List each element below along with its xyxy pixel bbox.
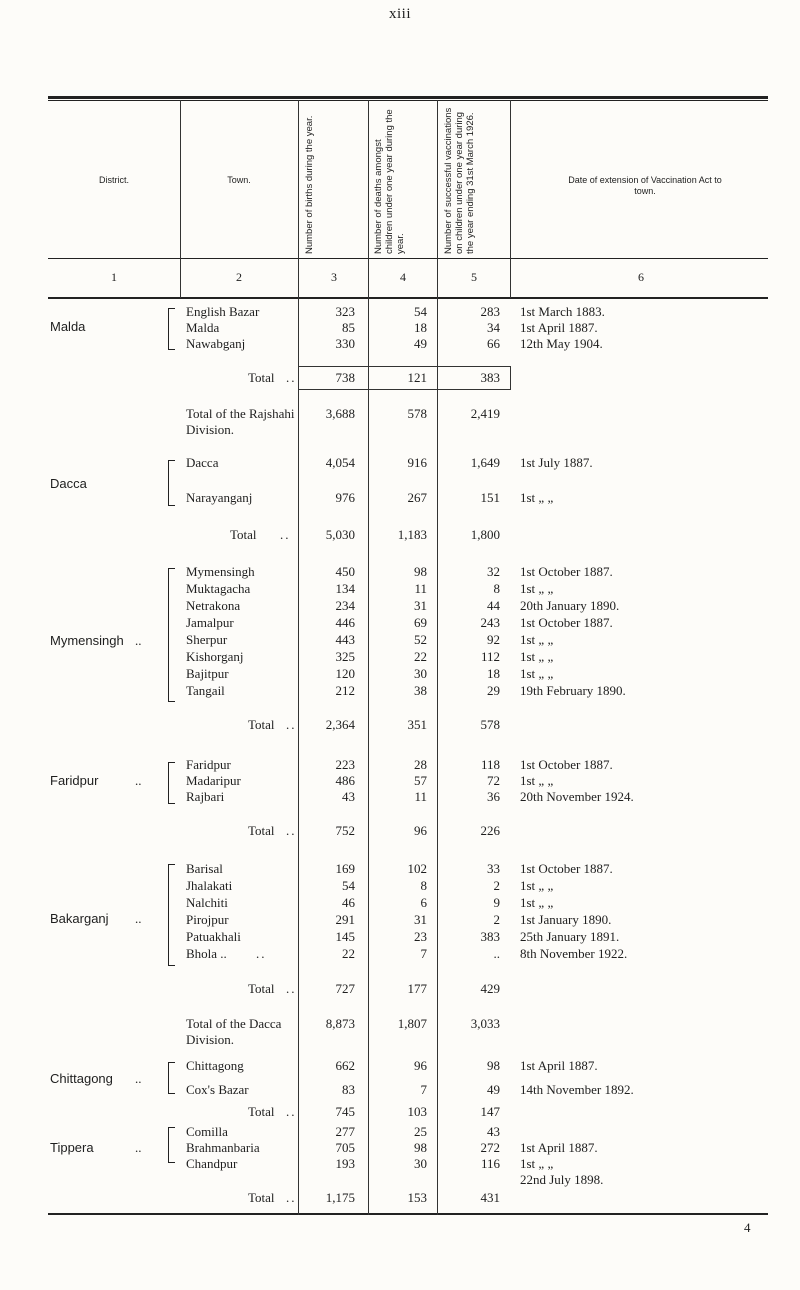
date-value: 1st April 1887. <box>520 320 598 335</box>
col-divider-5 <box>510 100 511 298</box>
vaccinations-value: 116 <box>480 1156 500 1171</box>
table-row <box>0 649 800 665</box>
deaths-value: 98 <box>414 564 427 579</box>
vaccinations-total: 429 <box>480 981 500 996</box>
births-total: 1,175 <box>325 1190 355 1205</box>
births-value: 291 <box>335 912 355 927</box>
district-tippera: Tippera <box>50 1140 94 1155</box>
column-number: 3 <box>331 270 337 284</box>
births-value: 705 <box>335 1140 355 1155</box>
date-value: 1st „ „ <box>520 490 554 505</box>
total-label: Total <box>248 1104 275 1119</box>
town-name: Bhola .. <box>186 946 227 961</box>
births-value: 976 <box>335 490 355 505</box>
deaths-value: 18 <box>414 320 427 335</box>
table-row <box>0 895 800 911</box>
deaths-total: 177 <box>407 981 427 996</box>
deaths-total: 351 <box>407 717 427 732</box>
vaccinations-value: 29 <box>487 683 500 698</box>
header-district: District. <box>99 175 129 185</box>
total-row: Total .. 2,364 351 578 <box>248 717 500 732</box>
deaths-value: 11 <box>414 789 427 804</box>
deaths-total: 1,807 <box>397 1016 427 1031</box>
table-row <box>0 1156 800 1172</box>
births-value: 83 <box>342 1082 355 1097</box>
vaccinations-total: 383 <box>480 370 500 385</box>
town-name: Barisal <box>186 861 223 876</box>
date-value: 20th November 1924. <box>520 789 634 804</box>
date-value: 12th May 1904. <box>520 336 603 351</box>
column-number: 1 <box>111 270 117 284</box>
date-value: 1st October 1887. <box>520 861 613 876</box>
division-total-row <box>0 406 800 440</box>
town-name: Sherpur <box>186 632 228 647</box>
town-name: Nawabganj <box>186 336 246 351</box>
date-value: 1st „ „ <box>520 773 554 788</box>
town-name: Patuakhali <box>186 929 241 944</box>
total-label: Total <box>248 981 275 996</box>
vaccinations-total: 578 <box>480 717 500 732</box>
column-number: 5 <box>471 270 477 284</box>
date-value: 1st October 1887. <box>520 615 613 630</box>
town-name: Narayanganj <box>186 490 253 505</box>
vaccinations-value: 49 <box>487 1082 500 1097</box>
town-name: Tangail <box>186 683 225 698</box>
deaths-value: 8 <box>420 878 427 893</box>
births-total: 8,873 <box>325 1016 355 1031</box>
births-total: 5,030 <box>325 527 355 542</box>
births-total: 738 <box>335 370 355 385</box>
table-row: Bhola .. .. 22 7 .. 8th November 1922. <box>186 946 628 961</box>
top-rule-thin <box>48 100 768 101</box>
total-label: Total <box>248 370 275 385</box>
town-name: English Bazar <box>186 304 260 319</box>
date-value: 8th November 1922. <box>520 946 628 961</box>
vaccinations-value: 243 <box>480 615 500 630</box>
division-total-label: Total of the Dacca Division. <box>186 1016 282 1047</box>
vaccinations-value: 118 <box>480 757 500 772</box>
vaccinations-value: 98 <box>487 1058 500 1073</box>
vaccinations-value: .. <box>493 946 500 961</box>
vaccinations-value: 8 <box>493 581 500 596</box>
district-mymensingh: Mymensingh <box>50 633 124 648</box>
town-name: Jamalpur <box>186 615 234 630</box>
deaths-value: 30 <box>414 666 427 681</box>
header-births: Number of births during the year. <box>304 115 315 254</box>
column-number: 4 <box>400 270 406 284</box>
table-row <box>0 598 800 614</box>
date-value: 1st „ „ <box>520 632 554 647</box>
vaccinations-value: 272 <box>480 1140 500 1155</box>
total-row: Total .. 1,175 153 431 <box>248 1190 500 1205</box>
date-value: 1st „ „ <box>520 1156 554 1171</box>
total-row: Total .. 752 96 226 <box>248 823 500 838</box>
deaths-total: 578 <box>407 406 427 421</box>
births-value: 120 <box>335 666 355 681</box>
deaths-value: 25 <box>414 1124 427 1139</box>
date-value: 20th January 1890. <box>520 598 620 613</box>
date-value: 1st „ „ <box>520 649 554 664</box>
births-value: 662 <box>335 1058 355 1073</box>
deaths-value: 30 <box>414 1156 427 1171</box>
vaccinations-value: 18 <box>487 666 500 681</box>
births-value: 443 <box>335 632 355 647</box>
births-value: 323 <box>335 304 355 319</box>
date-value: 1st „ „ <box>520 895 554 910</box>
births-value: 85 <box>342 320 355 335</box>
births-value: 54 <box>342 878 355 893</box>
births-value: 212 <box>335 683 355 698</box>
vaccinations-value: 151 <box>480 490 500 505</box>
town-name: Kishorganj <box>186 649 244 664</box>
deaths-value: 6 <box>420 895 427 910</box>
table-row <box>0 757 800 773</box>
total-label: Total <box>248 717 275 732</box>
total-label: Total <box>230 527 257 542</box>
deaths-value: 267 <box>407 490 427 505</box>
table-row <box>0 336 800 352</box>
top-rule <box>48 96 768 99</box>
district-chittagong: Chittagong <box>50 1071 113 1086</box>
col-divider-1 <box>180 100 181 298</box>
table-row <box>0 789 800 805</box>
table-row <box>0 490 800 506</box>
vaccinations-value: 33 <box>487 861 500 876</box>
vaccinations-value: 43 <box>487 1124 500 1139</box>
deaths-value: 28 <box>414 757 427 772</box>
vaccinations-value: 9 <box>493 895 500 910</box>
town-name: Chandpur <box>186 1156 238 1171</box>
date-value: 1st October 1887. <box>520 757 613 772</box>
town-name: Pirojpur <box>186 912 229 927</box>
deaths-value: 916 <box>407 455 427 470</box>
column-number: 6 <box>638 270 644 284</box>
deaths-total: 121 <box>407 370 427 385</box>
births-value: 134 <box>335 581 355 596</box>
deaths-value: 96 <box>414 1058 427 1073</box>
deaths-value: 31 <box>414 912 427 927</box>
births-total: 752 <box>335 823 355 838</box>
deaths-value: 69 <box>414 615 427 630</box>
town-name: Faridpur <box>186 757 231 772</box>
date-value: 1st July 1887. <box>520 455 593 470</box>
table-row <box>0 581 800 597</box>
births-value: 4,054 <box>325 455 355 470</box>
vaccinations-value: 72 <box>487 773 500 788</box>
births-value: 169 <box>335 861 355 876</box>
deaths-total: 1,183 <box>397 527 427 542</box>
vaccinations-value: 44 <box>487 598 500 613</box>
births-value: 450 <box>335 564 355 579</box>
total-row: Total .. 5,030 1,183 1,800 <box>230 527 500 542</box>
extra-date-row <box>0 1172 800 1188</box>
vaccinations-value: 283 <box>480 304 500 319</box>
births-total: 3,688 <box>325 406 355 421</box>
date-value: 14th November 1892. <box>520 1082 634 1097</box>
header-town: Town. <box>227 175 251 185</box>
births-value: 46 <box>342 895 355 910</box>
date-value: 19th February 1890. <box>520 683 626 698</box>
page-number: xiii <box>388 6 411 22</box>
header-deaths: Number of deaths amongst children under one year during the year. <box>373 109 406 254</box>
town-name: Jhalakati <box>186 878 233 893</box>
vaccinations-total: 431 <box>480 1190 500 1205</box>
table-row <box>0 1058 800 1074</box>
births-value: 325 <box>335 649 355 664</box>
deaths-value: 7 <box>420 1082 427 1097</box>
vaccinations-value: 66 <box>487 336 500 351</box>
corner-number: 4 <box>744 1220 751 1235</box>
district-malda: Malda <box>50 319 86 334</box>
deaths-value: 102 <box>407 861 427 876</box>
table-row <box>0 1082 800 1098</box>
vaccinations-value: 2 <box>493 912 500 927</box>
deaths-value: 22 <box>414 649 427 664</box>
table-row <box>0 666 800 682</box>
vaccinations-value: 36 <box>487 789 500 804</box>
header-rule <box>48 258 768 259</box>
deaths-value: 54 <box>414 304 427 319</box>
district-bakarganj: Bakarganj <box>50 911 109 926</box>
column-number: 2 <box>236 270 242 284</box>
deaths-value: 7 <box>420 946 427 961</box>
vaccinations-total: 3,033 <box>470 1016 500 1031</box>
division-total-row <box>0 1016 800 1050</box>
town-name: Cox's Bazar <box>186 1082 249 1097</box>
births-value: 446 <box>335 615 355 630</box>
births-total: 745 <box>335 1104 355 1119</box>
births-value: 223 <box>335 757 355 772</box>
deaths-value: 49 <box>414 336 427 351</box>
births-total: 2,364 <box>325 717 355 732</box>
deaths-total: 96 <box>414 823 427 838</box>
table-row <box>0 304 800 320</box>
total-label: Total <box>248 1190 275 1205</box>
deaths-value: 23 <box>414 929 427 944</box>
deaths-value: 11 <box>414 581 427 596</box>
vaccinations-value: 383 <box>480 929 500 944</box>
table-row <box>0 1140 800 1156</box>
deaths-value: 52 <box>414 632 427 647</box>
town-name: Chittagong <box>186 1058 244 1073</box>
town-name: Dacca <box>186 455 219 470</box>
date-value: 1st April 1887. <box>520 1058 598 1073</box>
table-row <box>0 320 800 336</box>
date-value: 1st April 1887. <box>520 1140 598 1155</box>
column-number-rule <box>48 297 768 299</box>
table-row <box>0 773 800 789</box>
vaccinations-total: 2,419 <box>470 406 500 421</box>
town-name: Bajitpur <box>186 666 229 681</box>
date-value: 1st „ „ <box>520 878 554 893</box>
table-row <box>0 632 800 648</box>
table-row <box>0 683 800 699</box>
town-name: Malda <box>186 320 220 335</box>
town-name: Netrakona <box>186 598 241 613</box>
town-name: Muktagacha <box>186 581 251 596</box>
vaccinations-value: 32 <box>487 564 500 579</box>
table-row <box>0 912 800 928</box>
date-value: 1st October 1887. <box>520 564 613 579</box>
births-value: 234 <box>335 598 355 613</box>
table-row <box>0 1124 800 1140</box>
total-row: Total .. 745 103 147 <box>248 1104 500 1119</box>
total-row: Total .. 738 121 383 <box>248 370 500 385</box>
town-name: Comilla <box>186 1124 228 1139</box>
town-name: Madaripur <box>186 773 241 788</box>
births-value: 145 <box>335 929 355 944</box>
header-vaccinations: Number of successful vaccinations on children under one year during the year ending 31st March 1926. <box>443 107 476 254</box>
date-value: 22nd July 1898. <box>520 1172 604 1187</box>
town-name: Nalchiti <box>186 895 228 910</box>
division-total-label: Total of the Rajshahi Division. <box>186 406 295 437</box>
table-row <box>0 861 800 877</box>
table-row <box>0 929 800 945</box>
district-faridpur: Faridpur <box>50 773 99 788</box>
town-name: Brahmanbaria <box>186 1140 260 1155</box>
vaccinations-total: 147 <box>480 1104 500 1119</box>
district-dacca: Dacca <box>50 476 87 491</box>
table-row <box>0 615 800 631</box>
total-label: Total <box>248 823 275 838</box>
vaccinations-value: 34 <box>487 320 500 335</box>
total-row: Total .. 727 177 429 <box>248 981 500 996</box>
deaths-value: 57 <box>414 773 427 788</box>
town-name: Rajbari <box>186 789 225 804</box>
bottom-rule <box>48 1213 768 1215</box>
births-value: 43 <box>342 789 355 804</box>
deaths-total: 103 <box>407 1104 427 1119</box>
vaccinations-value: 112 <box>480 649 500 664</box>
deaths-value: 31 <box>414 598 427 613</box>
vaccinations-value: 2 <box>493 878 500 893</box>
births-value: 486 <box>335 773 355 788</box>
header-date: Date of extension of Vaccination Act to town. <box>568 175 722 196</box>
table-row <box>0 878 800 894</box>
births-value: 193 <box>335 1156 355 1171</box>
births-value: 22 <box>342 946 355 961</box>
table-row <box>0 455 800 471</box>
date-value: 25th January 1891. <box>520 929 620 944</box>
vaccinations-total: 1,800 <box>470 527 500 542</box>
table-row <box>0 564 800 580</box>
town-name: Mymensingh <box>186 564 255 579</box>
deaths-value: 98 <box>414 1140 427 1155</box>
births-value: 277 <box>335 1124 355 1139</box>
date-value: 1st March 1883. <box>520 304 605 319</box>
vaccinations-value: 92 <box>487 632 500 647</box>
vaccinations-value: 1,649 <box>470 455 500 470</box>
births-value: 330 <box>335 336 355 351</box>
date-value: 1st January 1890. <box>520 912 612 927</box>
deaths-value: 38 <box>414 683 427 698</box>
deaths-total: 153 <box>407 1190 427 1205</box>
vaccinations-total: 226 <box>480 823 500 838</box>
date-value: 1st „ „ <box>520 666 554 681</box>
births-total: 727 <box>335 981 355 996</box>
date-value: 1st „ „ <box>520 581 554 596</box>
